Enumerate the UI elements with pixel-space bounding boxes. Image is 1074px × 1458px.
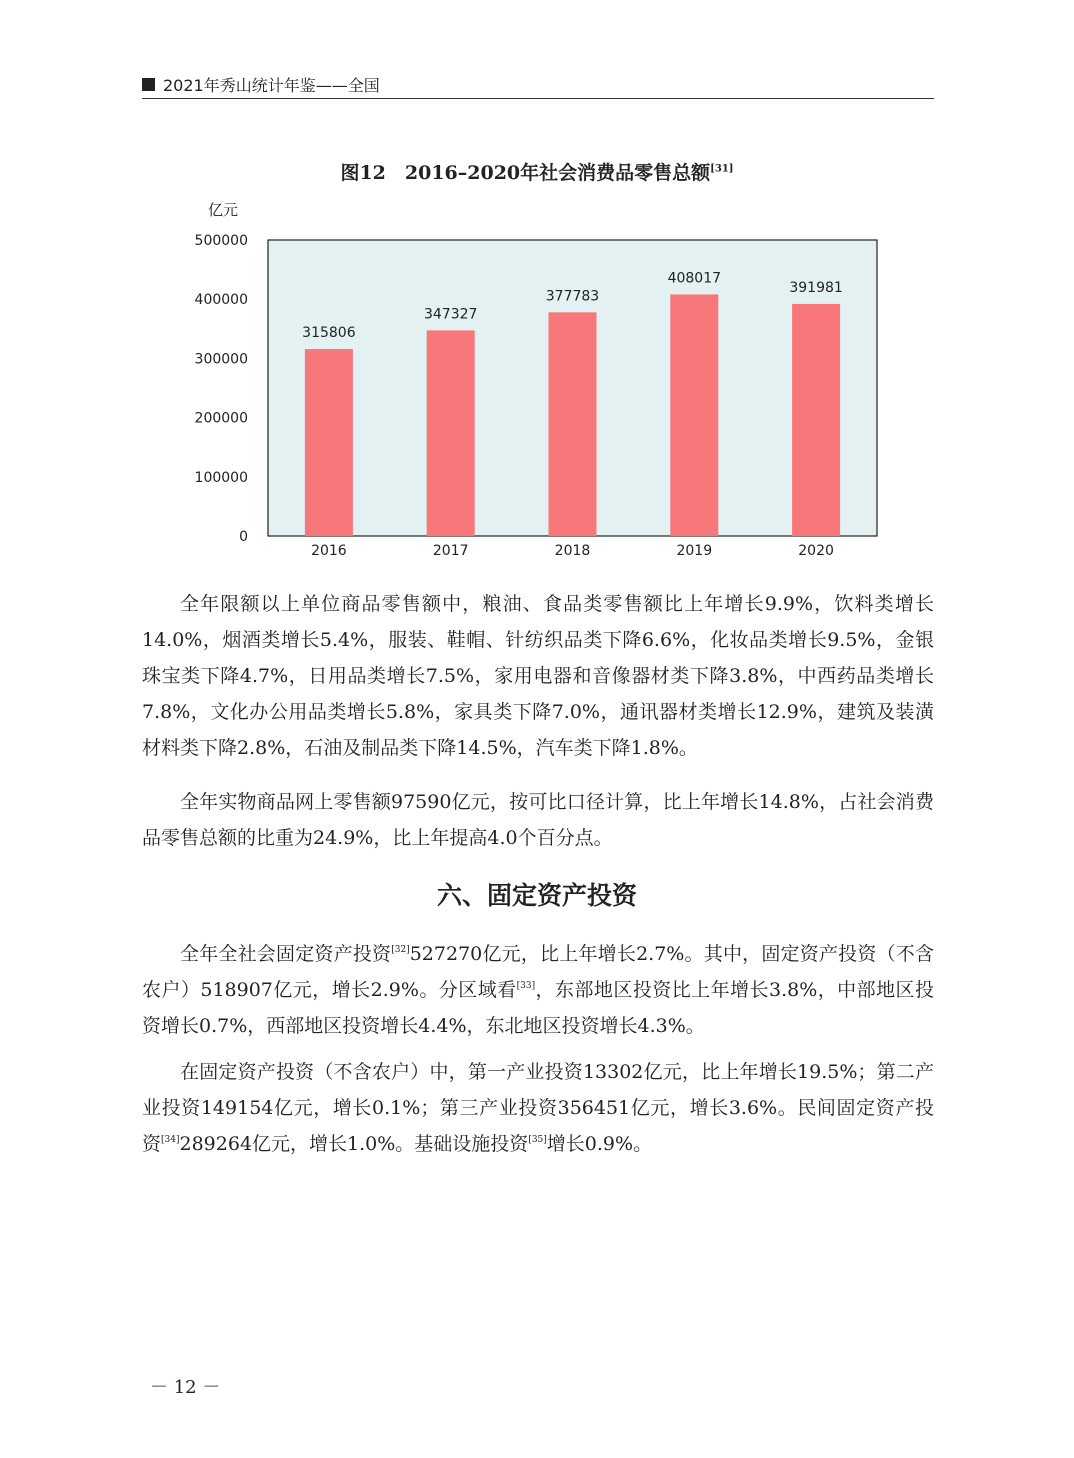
figure-title (0, 158, 1074, 185)
p3-text-b: 527270亿元，比上年增长2.7%。其中，固定资产投资（不含农户）518907亿元，增长2.9%。分区域看 (142, 943, 934, 1001)
paragraph-online-retail: 全年实物商品网上零售额97590亿元，按可比口径计算，比上年增长14.8%，占社会消费品零售总额的比重为24.9%，比上年提高4.0个百分点。 (142, 791, 934, 849)
running-header (142, 70, 934, 99)
paragraph-retail-categories: 全年限额以上单位商品零售额中，粮油、食品类零售额比上年增长9.9%，饮料类增长14.0%，烟酒类增长5.4%，服装、鞋帽、针纺织品类下降6.6%，化妆品类增长9.5%，金银珠宝类下降4.7%，日用品类增长7.5%，家用电器和音像器材类下降3.8%，中西药品类增长7.8%，文化办公用品类增长5.8%，家具类下降7.0%，通讯器材类增长12.9%，建筑及装潢材料类下降2.8%，石油及制品类下降14.5%，汽车类下降1.8%。 (142, 593, 934, 759)
x-tick-label-2017: 2017 (432, 543, 469, 559)
x-tick-label-2020: 2020 (798, 543, 834, 559)
y-tick-label: 0 (239, 529, 248, 545)
header-square-icon (142, 78, 155, 91)
footnote-32: [32] (391, 945, 410, 955)
bar-2018 (549, 312, 597, 536)
footnote-35: [35] (528, 1135, 547, 1145)
data-label-2020: 391981 (789, 279, 843, 296)
header-text: 2021年秀山统计年鉴——全国 (163, 75, 380, 95)
y-tick-label: 100000 (194, 469, 248, 486)
p4-text-b: 289264亿元，增长1.0%。基础设施投资 (179, 1133, 529, 1155)
y-tick-label: 500000 (194, 233, 248, 249)
x-tick-label-2018: 2018 (554, 543, 591, 559)
y-tick-label: 200000 (194, 410, 248, 427)
paragraph-fixed-asset-investment (142, 936, 934, 1044)
y-axis-label: 亿元 (208, 201, 239, 219)
x-tick-label-2016: 2016 (311, 543, 347, 559)
bar-2019 (670, 294, 718, 536)
data-label-2016: 315806 (302, 325, 356, 342)
p4-text-c: 增长0.9%。 (546, 1133, 653, 1155)
p3-text-a: 全年全社会固定资产投资 (180, 943, 392, 965)
x-tick-label-2019: 2019 (676, 543, 713, 559)
y-tick-label: 400000 (194, 292, 248, 309)
data-label-2019: 408017 (667, 270, 722, 287)
paragraph-industry-investment (142, 1054, 934, 1162)
p3-text-c: ，东部地区投资比上年增长3.8%，中部地区投资增长0.7%，西部地区投资增长4.4%，东北地区投资增长4.3%。 (142, 979, 934, 1037)
footnote-33: [33] (516, 981, 536, 991)
figure-title-text: 图12 2016–2020年社会消费品零售总额 (340, 162, 711, 184)
bar-2017 (427, 330, 475, 536)
bar-2016 (305, 349, 353, 536)
footnote-34: [34] (161, 1135, 180, 1145)
y-tick-label: 300000 (194, 351, 248, 368)
bar-2020 (792, 304, 840, 536)
figure-note: [31] (710, 163, 734, 175)
data-label-2017: 347327 (423, 306, 478, 323)
p4-text-a: 在固定资产投资（不含农户）中，第一产业投资13302亿元，比上年增长19.5%；第二产业投资149154亿元，增长0.1%；第三产业投资356451亿元，增长3.6%。民间固定资产投资 (142, 1061, 934, 1155)
bar-chart (180, 195, 900, 567)
data-label-2018: 377783 (545, 288, 600, 305)
page-number: － 12 － (150, 1377, 221, 1398)
section-heading: 六、固定资产投资 (436, 881, 637, 910)
